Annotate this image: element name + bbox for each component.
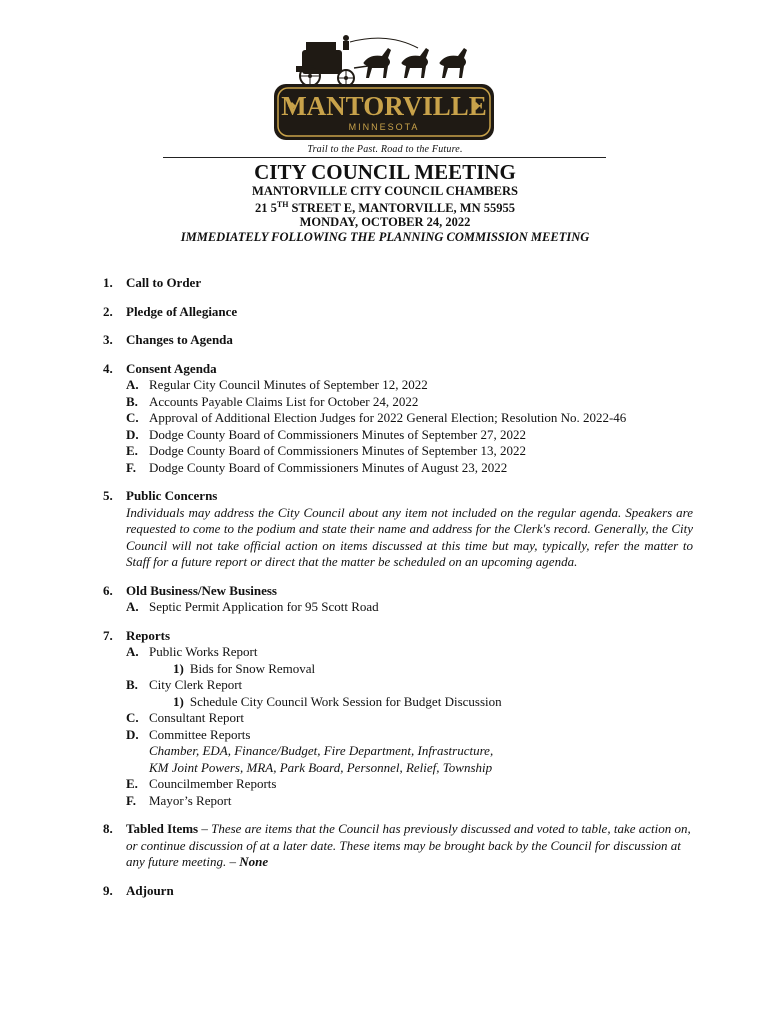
sub-text: Dodge County Board of Commissioners Minutes of September 13, 2022: [149, 443, 526, 458]
sub-text: Accounts Payable Claims List for October 24, 2022: [149, 393, 419, 409]
meeting-address: [0, 200, 770, 216]
tagline: Trail to the Past. Road to the Future.: [307, 144, 463, 155]
sub-letter: D.: [126, 726, 139, 742]
agenda-item-public-concerns: [103, 488, 693, 571]
item-number: 1.: [103, 275, 113, 290]
sub-letter: E.: [126, 776, 138, 791]
agenda-item-business: [103, 583, 693, 616]
committee-list-line: Chamber, EDA, Finance/Budget, Fire Department, Infrastructure,: [149, 743, 494, 758]
consent-sub-item: [126, 394, 693, 411]
sub-text: Committee Reports: [149, 726, 251, 742]
sub-letter: D.: [126, 426, 139, 442]
sub-letter: C.: [126, 410, 139, 425]
report-sub-item: [126, 776, 693, 793]
item-number: 8.: [103, 821, 113, 836]
item-number: 3.: [103, 332, 113, 347]
sub-text: Mayor’s Report: [149, 792, 232, 808]
report-sub-item: [126, 727, 693, 744]
tabled-none: None: [239, 854, 269, 869]
sub-letter: F.: [126, 459, 136, 475]
meeting-location: MANTORVILLE CITY COUNCIL CHAMBERS: [252, 184, 518, 198]
item-number: 9.: [103, 882, 113, 898]
sub-text: Approval of Additional Election Judges for 2022 General Election; Resolution No. 2022-46: [149, 410, 627, 425]
sub-text: Dodge County Board of Commissioners Minutes of August 23, 2022: [149, 459, 508, 475]
consent-sub-item: [126, 377, 693, 394]
item-title: Pledge of Allegiance: [126, 303, 238, 319]
detail-number: 1): [173, 660, 184, 676]
detail-text: Schedule City Council Work Session for Budget Discussion: [189, 693, 502, 709]
report-detail: [126, 661, 693, 678]
report-detail-line: [149, 694, 693, 711]
page-title: CITY COUNCIL MEETING: [254, 160, 516, 184]
item-title: Call to Order: [126, 275, 202, 290]
address-number: 21 5: [254, 201, 277, 216]
item-number: 4.: [103, 360, 113, 376]
sub-letter: F.: [126, 792, 136, 808]
mantorville-logo: [268, 22, 500, 142]
public-concerns-note: Individuals may address the City Council about any item not included on the regular agenda. Speakers are requested to come to the podium and state their name and address for the Clerk's record. Generally, the City Council will not take official action on items discussed at this time but may, typically, refer the matter to Staff for a future report or direct that the matter be scheduled on an upcoming agenda.: [126, 504, 693, 569]
agenda-item-reports: [103, 628, 693, 810]
report-sub-item: [126, 710, 693, 727]
report-sub-item: [126, 644, 693, 661]
report-detail: [126, 694, 693, 711]
header-divider: [163, 157, 606, 158]
tabled-description: – These are items that the Council has previously discussed and voted to table, take action on, or continue discussion of at a later date. These items may be brought back by the Council for discussion at any future meeting. –: [126, 821, 691, 869]
sub-letter: A.: [126, 644, 139, 659]
report-sub-item: [126, 793, 693, 810]
sub-text: Consultant Report: [149, 710, 244, 725]
item-number: 5.: [103, 488, 113, 503]
detail-number: 1): [173, 693, 184, 709]
item-title: Public Concerns: [126, 488, 218, 503]
item-title: Changes to Agenda: [126, 332, 233, 347]
agenda-list: [103, 275, 693, 911]
item-number: 2.: [103, 303, 113, 319]
item-title: Tabled Items: [126, 821, 199, 836]
logo-state-text: MINNESOTA: [348, 122, 420, 132]
report-sub-item: [126, 677, 693, 694]
sub-letter: C.: [126, 710, 139, 725]
agenda-item-adjourn: [103, 883, 693, 900]
sub-text: Councilmember Reports: [149, 776, 277, 791]
sub-text: Septic Permit Application for 95 Scott Road: [149, 599, 379, 614]
consent-sub-item: [126, 410, 693, 427]
sub-text: Regular City Council Minutes of September 12, 2022: [149, 377, 428, 392]
sub-text: City Clerk Report: [149, 677, 243, 692]
item-number: 6.: [103, 582, 113, 598]
committee-list: [126, 743, 693, 776]
agenda-item-consent: [103, 361, 693, 477]
sub-letter: A.: [126, 377, 139, 392]
sub-text: Dodge County Board of Commissioners Minutes of September 27, 2022: [149, 426, 526, 442]
detail-text: Bids for Snow Removal: [189, 660, 316, 676]
sub-letter: B.: [126, 393, 138, 409]
sub-letter: E.: [126, 443, 138, 458]
item-title: Adjourn: [126, 882, 174, 898]
item-title: Consent Agenda: [126, 360, 217, 376]
consent-sub-item: [126, 427, 693, 444]
logo-brand-text: MANTORVILLE: [281, 91, 487, 121]
report-detail-line: [149, 661, 693, 678]
meeting-date: MONDAY, OCTOBER 24, 2022: [299, 215, 471, 229]
meeting-timing: IMMEDIATELY FOLLOWING THE PLANNING COMMISSION MEETING: [180, 230, 590, 244]
sub-letter: B.: [126, 677, 138, 692]
sub-text: Public Works Report: [149, 644, 258, 659]
agenda-item-call-to-order: [103, 275, 693, 292]
address-ordinal: TH: [276, 200, 289, 209]
committee-list-line: KM Joint Powers, MRA, Park Board, Personnel, Relief, Township: [149, 759, 493, 775]
sub-letter: A.: [126, 599, 139, 614]
agenda-item-pledge: [103, 304, 693, 321]
consent-sub-item: [126, 460, 693, 477]
business-sub-item: [126, 599, 693, 616]
item-number: 7.: [103, 627, 113, 643]
address-street: STREET E, MANTORVILLE, MN 55955: [288, 201, 515, 216]
item-title: Old Business/New Business: [126, 582, 277, 598]
agenda-item-tabled: [103, 821, 693, 871]
stagecoach-horses-icon: [268, 22, 500, 142]
agenda-item-changes: [103, 332, 693, 349]
consent-sub-item: [126, 443, 693, 460]
item-title: Reports: [126, 627, 171, 643]
